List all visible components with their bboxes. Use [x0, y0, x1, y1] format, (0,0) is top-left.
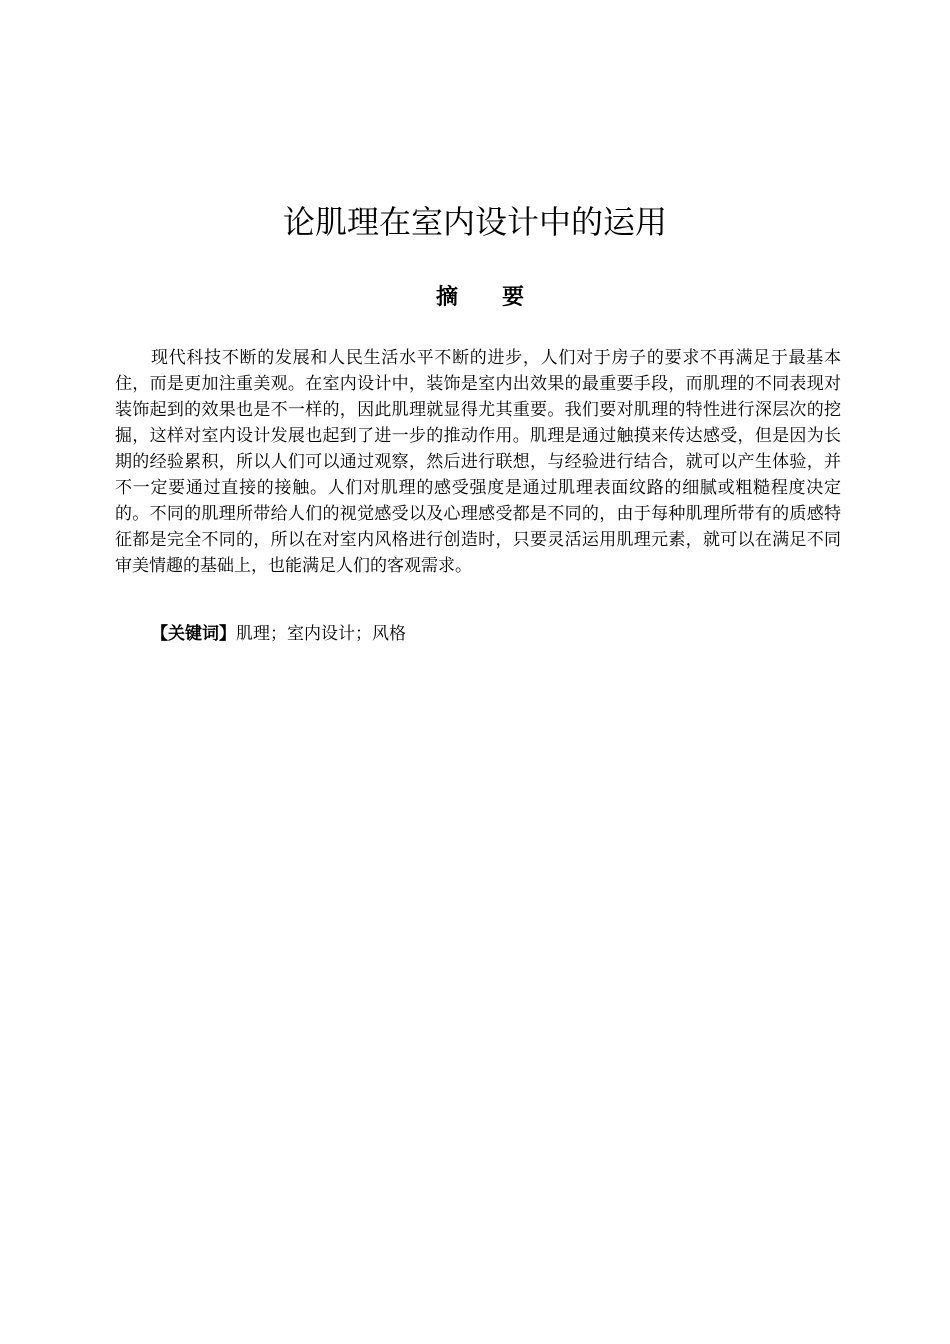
- keywords-line: [151, 620, 851, 648]
- document-title: 论肌理在室内设计中的运用: [282, 203, 667, 241]
- keywords-text: 肌理；室内设计；风格: [236, 624, 406, 644]
- keywords-label: 【关键词】: [151, 624, 236, 644]
- abstract-body: 现代科技不断的发展和人民生活水平不断的进步，人们对于房子的要求不再满足于最基本住，而是更加注重美观。在室内设计中，装饰是室内出效果的最重要手段，而肌理的不同表现对装饰起到的效果也是不一样的，因此肌理就显得尤其重要。我们要对肌理的特性进行深层次的挖掘，这样对室内设计发展也起到了进一步的推动作用。肌理是通过触摸来传达感受，但是因为长期的经验累积，所以人们可以通过观察，然后进行联想，与经验进行结合，就可以产生体验，并不一定要通过直接的接触。人们对肌理的感受强度是通过肌理表面纹路的细腻或粗糙程度决定的。不同的肌理所带给人们的视觉感受以及心理感受都是不同的，由于每种肌理所带有的质感特征都是完全不同的，所以在对室内风格进行创造时，只要灵活运用肌理元素，就可以在满足不同审美情趣的基础上，也能满足人们的客观需求。: [115, 348, 841, 576]
- abstract-heading: 摘要: [435, 285, 568, 310]
